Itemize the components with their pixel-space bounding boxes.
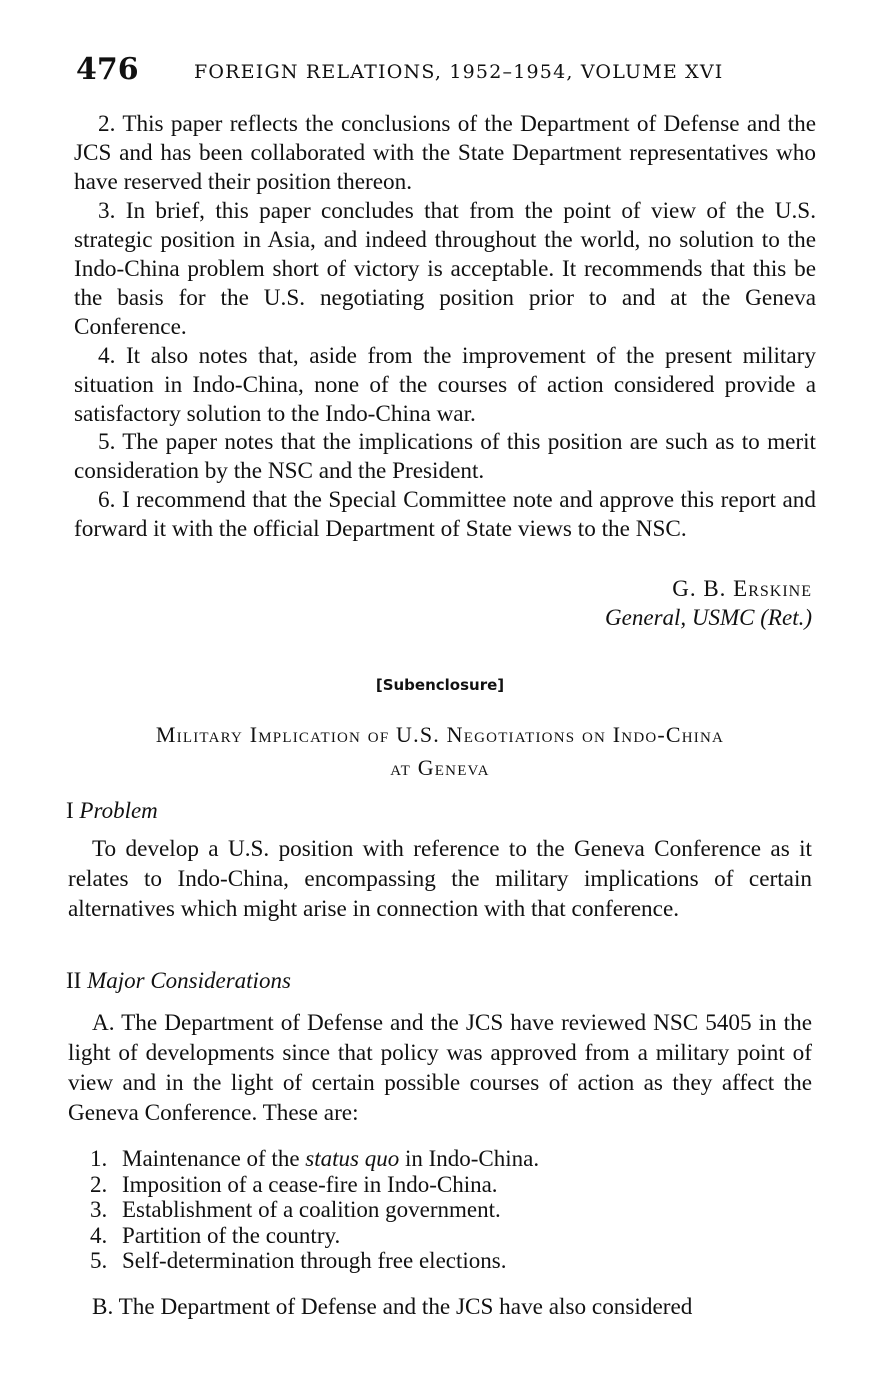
document-title-line-2: at Geneva	[390, 755, 490, 780]
list-item: 4. Partition of the country.	[90, 1222, 341, 1248]
section-heading-text: Major Considerations	[87, 968, 291, 993]
running-title: FOREIGN RELATIONS, 1952–1954, VOLUME XVI	[194, 61, 724, 83]
section-numeral: I	[66, 798, 74, 823]
list-item: 2. Imposition of a cease-fire in Indo-China.	[90, 1171, 498, 1197]
letter-paragraph-6: 6. I recommend that the Special Committee note and approve this report and forward it with the official Department of State views to the NSC.	[74, 487, 816, 542]
courses-of-action-list	[90, 1146, 539, 1274]
letter-paragraph-5: 5. The paper notes that the implications of this position are such as to merit consideration by the NSC and the President.	[74, 429, 816, 484]
section-heading-considerations	[66, 968, 291, 994]
subenclosure-label: [Subenclosure]	[375, 676, 505, 694]
section-heading-text: Problem	[79, 798, 158, 823]
list-item: 5. Self-determination through free elections.	[90, 1248, 507, 1273]
document-title	[60, 718, 820, 784]
signature-block	[605, 574, 812, 632]
considerations-paragraph-b: B. The Department of Defense and the JCS have also considered	[92, 1294, 693, 1320]
letter-paragraph-3: 3. In brief, this paper concludes that from the point of view of the U.S. strategic position in Asia, and indeed throughout the world, no solution to the Indo-China problem short of victory is acceptable. It recommends that this be the basis for the U.S. negotiating position prior to and at the Geneva Conference.	[74, 198, 816, 340]
signature-name: G. B. Erskine	[672, 576, 812, 601]
letter-paragraph-2: 2. This paper reflects the conclusions of the Department of Defense and the JCS and has been collaborated with the State Department representatives who have reserved their position thereon.	[74, 111, 816, 195]
page-number: 476	[76, 52, 139, 87]
list-item: 3. Establishment of a coalition government.	[90, 1197, 501, 1222]
section-numeral: II	[66, 968, 82, 993]
list-item: 1. Maintenance of the status quo in Indo-China.	[90, 1146, 540, 1171]
letter-paragraph-4: 4. It also notes that, aside from the improvement of the present military situation in Indo-China, none of the courses of action considered provide a satisfactory solution to the Indo-China war.	[74, 343, 816, 427]
problem-body: To develop a U.S. position with reference to the Geneva Conference as it relates to Indo-China, encompassing the military implications of certain alternatives which might arise in connection with that conference.	[68, 836, 812, 922]
signature-title: General, USMC (Ret.)	[605, 605, 812, 630]
section-heading-problem	[66, 798, 158, 824]
running-head	[76, 52, 820, 92]
document-title-line-1: Military Implication of U.S. Negotiations on Indo-China	[155, 722, 725, 747]
considerations-paragraph-a: A. The Department of Defense and the JCS have reviewed NSC 5405 in the light of developments since that policy was approved from a military point of view and in the light of certain possible courses of action as they affect the Geneva Conference. These are:	[68, 1010, 812, 1126]
